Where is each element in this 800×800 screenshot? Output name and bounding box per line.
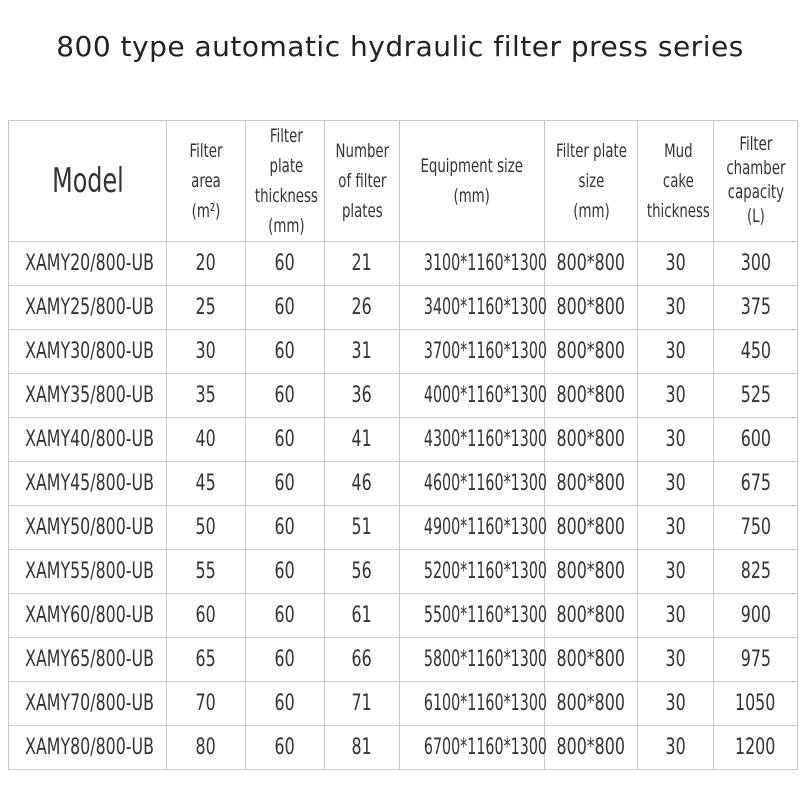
chamber-capacity-cell: 600	[714, 418, 798, 462]
plate-thickness-cell: 60	[246, 682, 325, 726]
plate-size-cell: 800*800	[545, 550, 638, 594]
model-cell: XAMY60/800-UB	[9, 594, 167, 638]
table-row	[9, 594, 798, 638]
model-cell: XAMY70/800-UB	[9, 682, 167, 726]
mud-cake-cell: 30	[638, 726, 714, 770]
header-chamber-capacity: Filter chamber capacity (L)	[714, 121, 798, 242]
plate-size-cell: 800*800	[545, 506, 638, 550]
filter-area-cell: 50	[167, 506, 246, 550]
table-row	[9, 462, 798, 506]
filter-area-cell: 55	[167, 550, 246, 594]
model-cell: XAMY65/800-UB	[9, 638, 167, 682]
plate-size-cell: 800*800	[545, 726, 638, 770]
mud-cake-cell: 30	[638, 550, 714, 594]
equipment-size-cell: 4000*1160*1300	[400, 374, 545, 418]
table-row	[9, 506, 798, 550]
table-body	[9, 242, 798, 770]
chamber-capacity-cell: 1200	[714, 726, 798, 770]
equipment-size-cell: 3100*1160*1300	[400, 242, 545, 286]
equipment-size-cell: 6100*1160*1300	[400, 682, 545, 726]
model-cell: XAMY35/800-UB	[9, 374, 167, 418]
filter-area-cell: 70	[167, 682, 246, 726]
table-row	[9, 638, 798, 682]
plate-count-cell: 61	[325, 594, 400, 638]
plate-count-cell: 36	[325, 374, 400, 418]
plate-count-cell: 31	[325, 330, 400, 374]
model-cell: XAMY30/800-UB	[9, 330, 167, 374]
mud-cake-cell: 30	[638, 682, 714, 726]
filter-area-cell: 80	[167, 726, 246, 770]
page-title: 800 type automatic hydraulic filter press series	[56, 30, 744, 63]
filter-area-cell: 30	[167, 330, 246, 374]
model-cell: XAMY55/800-UB	[9, 550, 167, 594]
mud-cake-cell: 30	[638, 242, 714, 286]
plate-size-cell: 800*800	[545, 418, 638, 462]
table-header-row	[9, 121, 798, 242]
plate-thickness-cell: 60	[246, 726, 325, 770]
chamber-capacity-cell: 300	[714, 242, 798, 286]
header-filter-area: Filter area (m²)	[167, 121, 246, 242]
plate-size-cell: 800*800	[545, 594, 638, 638]
equipment-size-cell: 5800*1160*1300	[400, 638, 545, 682]
filter-area-cell: 65	[167, 638, 246, 682]
header-equipment-size: Equipment size (mm)	[400, 121, 545, 242]
equipment-size-cell: 6700*1160*1300	[400, 726, 545, 770]
table-row	[9, 330, 798, 374]
plate-count-cell: 66	[325, 638, 400, 682]
filter-area-cell: 35	[167, 374, 246, 418]
mud-cake-cell: 30	[638, 638, 714, 682]
plate-count-cell: 56	[325, 550, 400, 594]
filter-area-cell: 40	[167, 418, 246, 462]
model-cell: XAMY25/800-UB	[9, 286, 167, 330]
table-row	[9, 726, 798, 770]
plate-thickness-cell: 60	[246, 594, 325, 638]
plate-count-cell: 41	[325, 418, 400, 462]
table-row	[9, 286, 798, 330]
filter-area-cell: 25	[167, 286, 246, 330]
plate-thickness-cell: 60	[246, 242, 325, 286]
chamber-capacity-cell: 750	[714, 506, 798, 550]
plate-size-cell: 800*800	[545, 242, 638, 286]
mud-cake-cell: 30	[638, 374, 714, 418]
chamber-capacity-cell: 675	[714, 462, 798, 506]
plate-size-cell: 800*800	[545, 682, 638, 726]
equipment-size-cell: 4300*1160*1300	[400, 418, 545, 462]
chamber-capacity-cell: 975	[714, 638, 798, 682]
plate-count-cell: 26	[325, 286, 400, 330]
plate-thickness-cell: 60	[246, 374, 325, 418]
chamber-capacity-cell: 525	[714, 374, 798, 418]
plate-size-cell: 800*800	[545, 462, 638, 506]
plate-count-cell: 51	[325, 506, 400, 550]
header-plate-thickness: Filter plate thickness (mm)	[246, 121, 325, 242]
chamber-capacity-cell: 1050	[714, 682, 798, 726]
table-row	[9, 682, 798, 726]
model-cell: XAMY80/800-UB	[9, 726, 167, 770]
equipment-size-cell: 5500*1160*1300	[400, 594, 545, 638]
table-row	[9, 418, 798, 462]
equipment-size-cell: 3700*1160*1300	[400, 330, 545, 374]
model-cell: XAMY50/800-UB	[9, 506, 167, 550]
plate-thickness-cell: 60	[246, 330, 325, 374]
plate-size-cell: 800*800	[545, 286, 638, 330]
mud-cake-cell: 30	[638, 330, 714, 374]
equipment-size-cell: 4600*1160*1300	[400, 462, 545, 506]
plate-count-cell: 71	[325, 682, 400, 726]
filter-area-cell: 60	[167, 594, 246, 638]
plate-size-cell: 800*800	[545, 330, 638, 374]
plate-size-cell: 800*800	[545, 374, 638, 418]
plate-count-cell: 81	[325, 726, 400, 770]
equipment-size-cell: 3400*1160*1300	[400, 286, 545, 330]
filter-area-cell: 20	[167, 242, 246, 286]
mud-cake-cell: 30	[638, 286, 714, 330]
plate-count-cell: 21	[325, 242, 400, 286]
spec-table	[8, 120, 798, 770]
plate-size-cell: 800*800	[545, 638, 638, 682]
header-mud-cake: Mud cake thickness	[638, 121, 714, 242]
mud-cake-cell: 30	[638, 594, 714, 638]
plate-thickness-cell: 60	[246, 506, 325, 550]
table-row	[9, 550, 798, 594]
chamber-capacity-cell: 825	[714, 550, 798, 594]
chamber-capacity-cell: 900	[714, 594, 798, 638]
table-row	[9, 242, 798, 286]
plate-thickness-cell: 60	[246, 286, 325, 330]
plate-thickness-cell: 60	[246, 550, 325, 594]
filter-area-cell: 45	[167, 462, 246, 506]
mud-cake-cell: 30	[638, 462, 714, 506]
mud-cake-cell: 30	[638, 506, 714, 550]
equipment-size-cell: 5200*1160*1300	[400, 550, 545, 594]
model-cell: XAMY40/800-UB	[9, 418, 167, 462]
mud-cake-cell: 30	[638, 418, 714, 462]
model-cell: XAMY20/800-UB	[9, 242, 167, 286]
chamber-capacity-cell: 375	[714, 286, 798, 330]
table-row	[9, 374, 798, 418]
header-plate-count: Number of filter plates	[325, 121, 400, 242]
plate-thickness-cell: 60	[246, 638, 325, 682]
plate-count-cell: 46	[325, 462, 400, 506]
plate-thickness-cell: 60	[246, 418, 325, 462]
header-plate-size: Filter plate size (mm)	[545, 121, 638, 242]
model-cell: XAMY45/800-UB	[9, 462, 167, 506]
plate-thickness-cell: 60	[246, 462, 325, 506]
equipment-size-cell: 4900*1160*1300	[400, 506, 545, 550]
header-model: Model	[9, 121, 167, 242]
chamber-capacity-cell: 450	[714, 330, 798, 374]
